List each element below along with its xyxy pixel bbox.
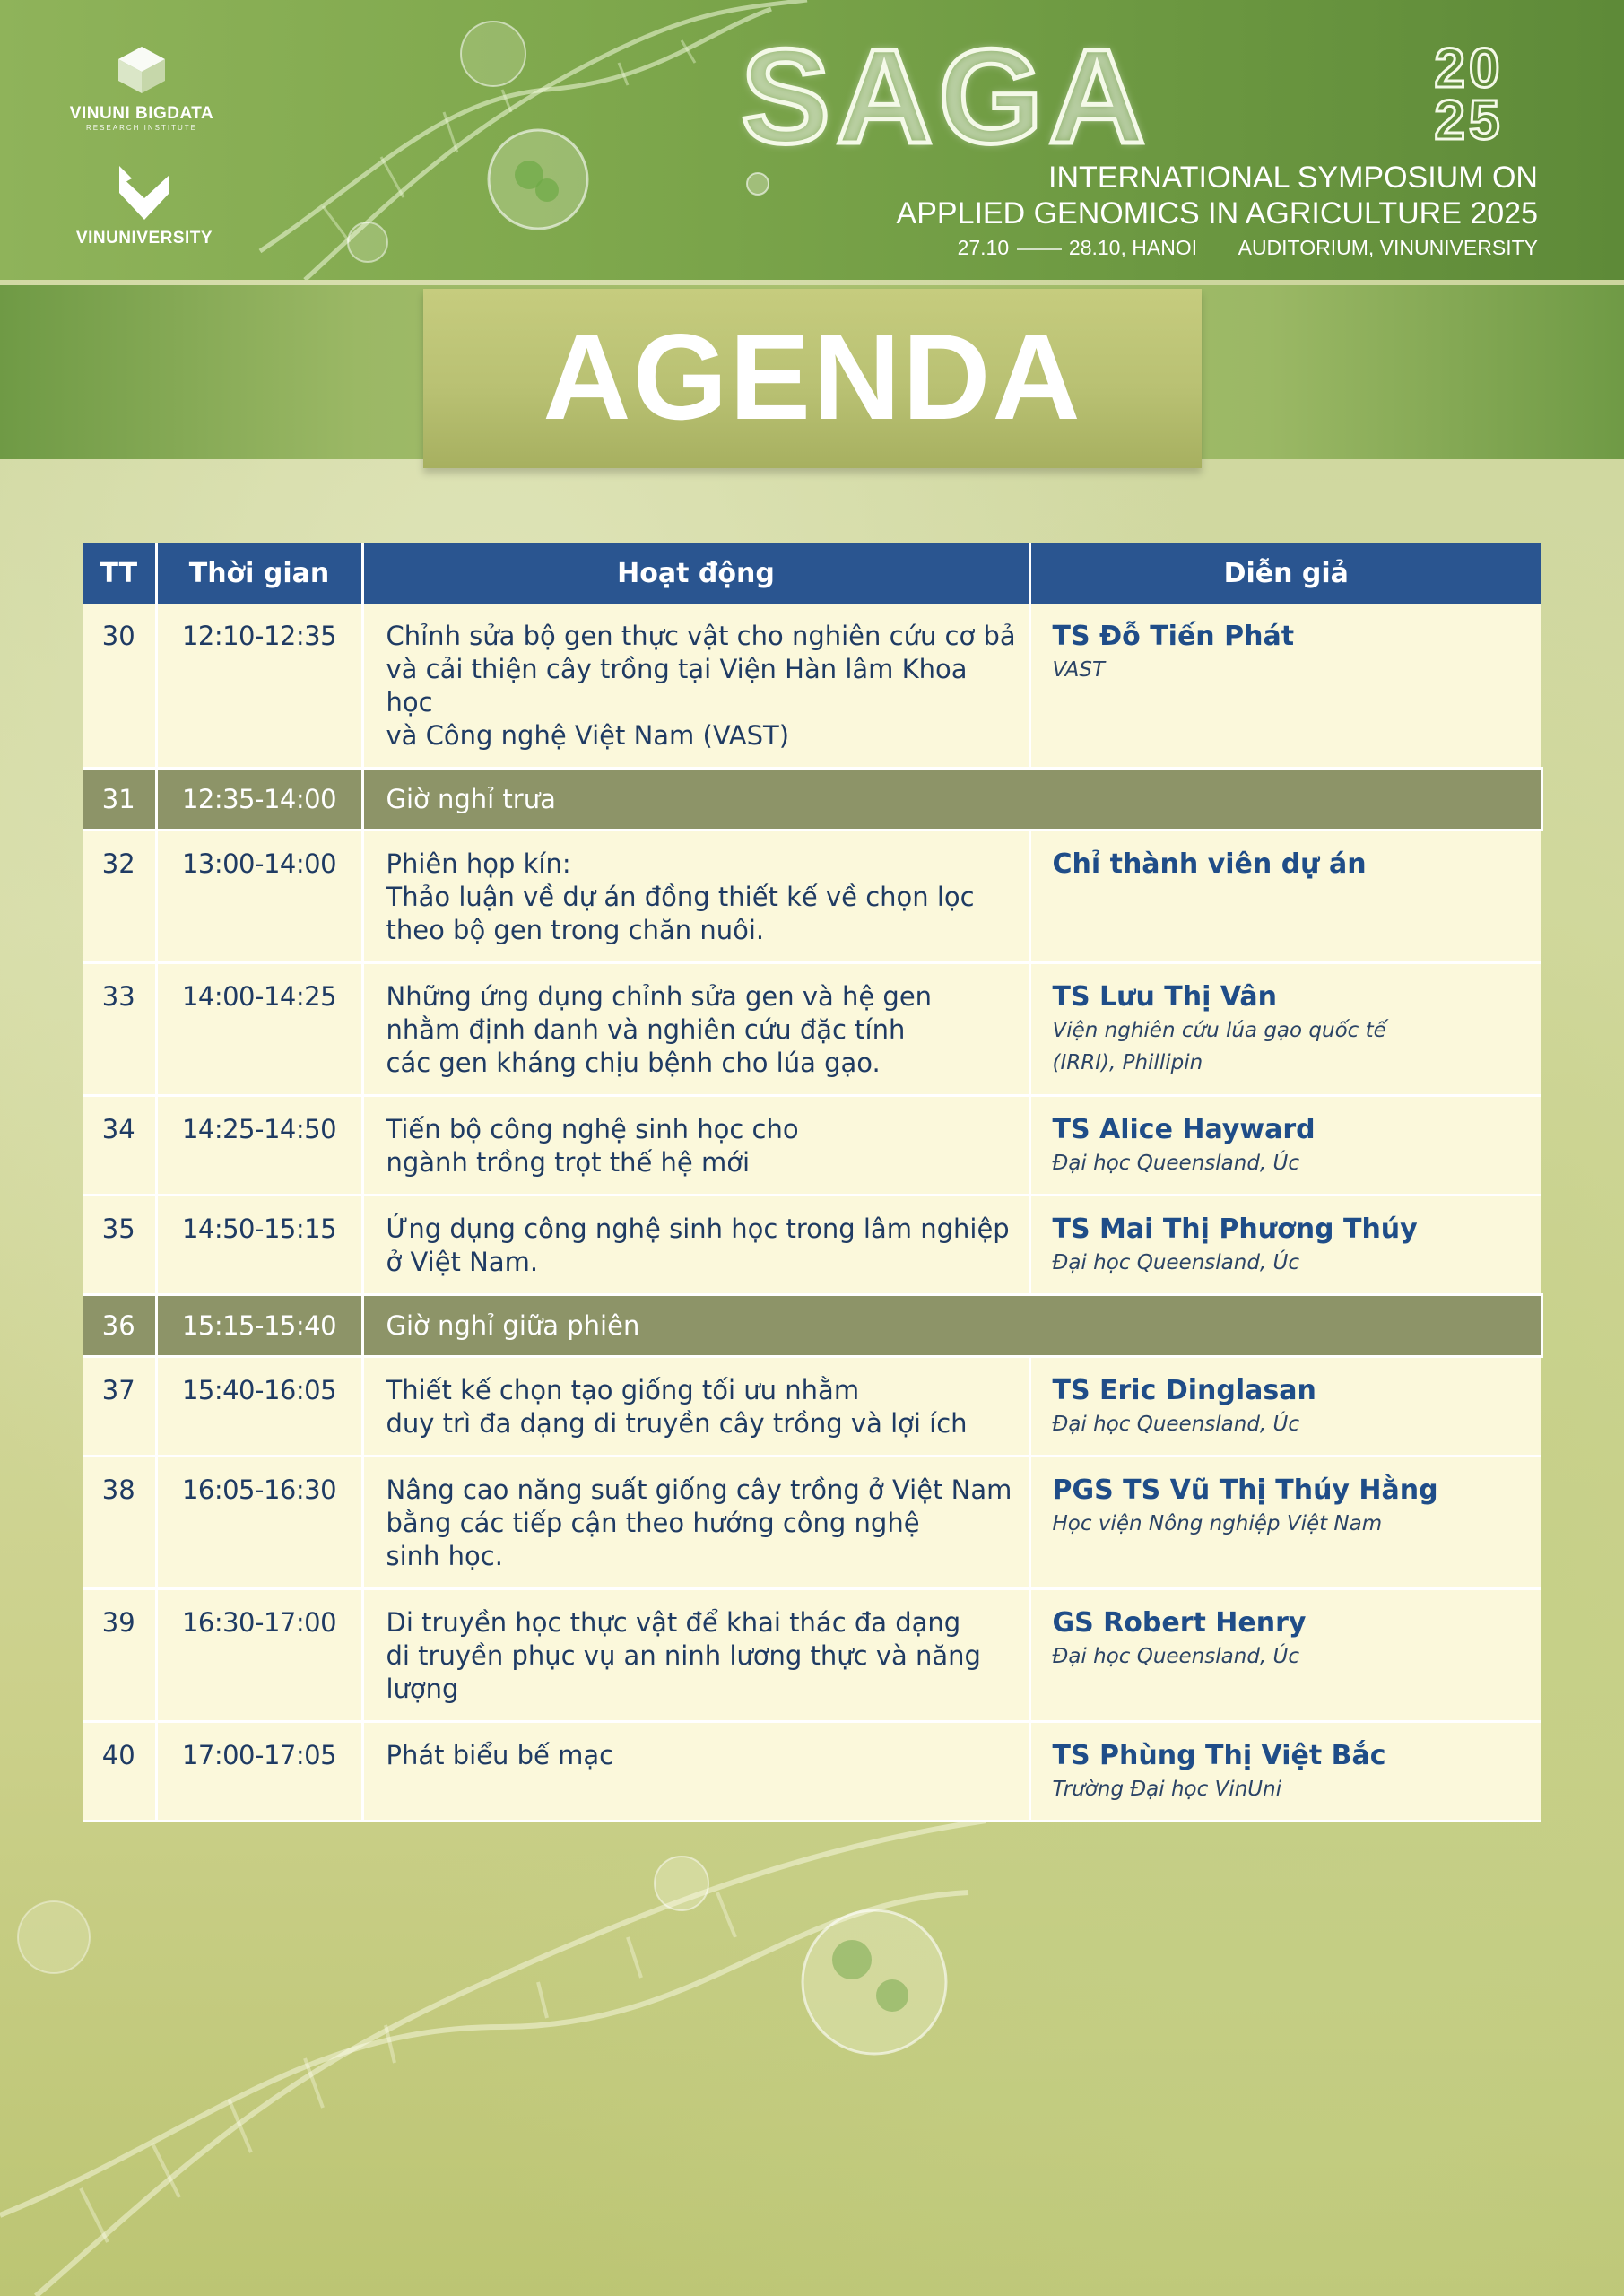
- row-activity: Nâng cao năng suất giống cây trồng ở Việt Nam bằng các tiếp cận theo hướng công nghệ sinh học.: [362, 1457, 1029, 1589]
- saga-year: [1397, 38, 1541, 152]
- speaker-name: TS Phùng Thị Việt Bắc: [1052, 1740, 1386, 1771]
- speaker-organization: Viện nghiên cứu lúa gạo quốc tế (IRRI), Phillipin: [1052, 1019, 1386, 1074]
- page-title: AGENDA: [543, 309, 1082, 445]
- row-time: 16:05-16:30: [156, 1457, 362, 1589]
- speaker-name: TS Eric Dinglasan: [1052, 1375, 1316, 1406]
- table-row-break: [83, 769, 1541, 831]
- event-title-line-2: APPLIED GENOMICS IN AGRICULTURE 2025: [896, 196, 1538, 230]
- row-number: 40: [83, 1722, 156, 1822]
- date-range-dash: [1017, 248, 1062, 250]
- row-time: 14:25-14:50: [156, 1096, 362, 1196]
- saga-year-top: 20: [1434, 38, 1504, 100]
- table-row: [83, 1457, 1541, 1589]
- row-activity: Tiến bộ công nghệ sinh học cho ngành trồng trọt thế hệ mới: [362, 1096, 1029, 1196]
- speaker-organization: Đại học Queensland, Úc: [1052, 1645, 1300, 1668]
- row-activity: Những ứng dụng chỉnh sửa gen và hệ gen nhằm định danh và nghiên cứu đặc tính các gen kháng chịu bệnh cho lúa gạo.: [362, 963, 1029, 1096]
- row-time: 14:00-14:25: [156, 963, 362, 1096]
- speaker-name: Chỉ thành viên dự án: [1052, 848, 1367, 880]
- header-activity: Hoạt động: [362, 543, 1029, 604]
- row-speaker-cell: [1029, 1096, 1541, 1196]
- table-row: [83, 1357, 1541, 1457]
- table-row: [83, 604, 1541, 769]
- header-tt: TT: [83, 543, 156, 604]
- dna-helix-decoration: [0, 1794, 986, 2296]
- speaker-organization: Học viện Nông nghiệp Việt Nam: [1052, 1512, 1383, 1535]
- cube-logo-icon: [115, 45, 169, 95]
- row-number: 36: [83, 1295, 156, 1357]
- row-number: 38: [83, 1457, 156, 1589]
- row-number: 32: [83, 831, 156, 963]
- saga-year-bottom: 25: [1434, 90, 1504, 152]
- row-time: 16:30-17:00: [156, 1589, 362, 1722]
- row-speaker-cell: [1029, 1196, 1541, 1295]
- speaker-name: TS Alice Hayward: [1052, 1114, 1316, 1145]
- row-activity: Thiết kế chọn tạo giống tối ưu nhằm duy trì đa dạng di truyền cây trồng và lợi ích: [362, 1357, 1029, 1457]
- vinuniversity-logo: [68, 166, 221, 248]
- row-activity: Chỉnh sửa bộ gen thực vật cho nghiên cứu cơ bả và cải thiện cây trồng tại Viện Hàn lâm Khoa học và Công nghệ Việt Nam (VAST): [362, 604, 1029, 769]
- table-row: [83, 1096, 1541, 1196]
- row-number: 39: [83, 1589, 156, 1722]
- row-activity: Phát biểu bế mạc: [362, 1722, 1029, 1822]
- row-time: 12:35-14:00: [156, 769, 362, 831]
- speaker-organization: Trường Đại học VinUni: [1052, 1778, 1282, 1801]
- row-activity: Phiên họp kín: Thảo luận về dự án đồng thiết kế về chọn lọc theo bộ gen trong chăn nuôi.: [362, 831, 1029, 963]
- row-speaker-cell: [1029, 1457, 1541, 1589]
- row-number: 33: [83, 963, 156, 1096]
- logo-name: VINUNIVERSITY: [75, 229, 213, 248]
- date-start: 27.10: [957, 236, 1010, 259]
- event-title: [897, 160, 1538, 231]
- logo-name: VINUNI BIGDATA: [69, 104, 214, 123]
- header-time: Thời gian: [156, 543, 362, 604]
- speaker-name: GS Robert Henry: [1052, 1607, 1307, 1639]
- agenda-table: [83, 543, 1543, 1822]
- date-end: 28.10, HANOI: [1068, 236, 1198, 259]
- table-header-row: [83, 543, 1541, 604]
- row-time: 17:00-17:05: [156, 1722, 362, 1822]
- speaker-organization: VAST: [1052, 658, 1106, 682]
- row-speaker-cell: [1029, 1722, 1541, 1822]
- row-speaker-cell: [1029, 604, 1541, 769]
- row-time: 14:50-15:15: [156, 1196, 362, 1295]
- speaker-name: TS Lưu Thị Vân: [1052, 981, 1278, 1013]
- table-row: [83, 1722, 1541, 1822]
- row-speaker-cell: [1029, 1357, 1541, 1457]
- row-speaker-cell: [1029, 1589, 1541, 1722]
- event-meta: [958, 236, 1538, 260]
- header-banner: [0, 0, 1624, 280]
- speaker-organization: Đại học Queensland, Úc: [1052, 1413, 1300, 1436]
- row-time: 15:15-15:40: [156, 1295, 362, 1357]
- table-row: [83, 1196, 1541, 1295]
- table-row-break: [83, 1295, 1541, 1357]
- row-activity: Giờ nghỉ giữa phiên: [362, 1295, 1541, 1357]
- table-row: [83, 1589, 1541, 1722]
- row-number: 35: [83, 1196, 156, 1295]
- row-activity: Giờ nghỉ trưa: [362, 769, 1541, 831]
- saga-logotype: SAGA: [741, 21, 1151, 171]
- row-speaker-cell: [1029, 963, 1541, 1096]
- venue: AUDITORIUM, VINUNIVERSITY: [1238, 236, 1538, 259]
- logo-subtitle: RESEARCH INSTITUTE: [85, 124, 197, 132]
- row-time: 13:00-14:00: [156, 831, 362, 963]
- row-time: 12:10-12:35: [156, 604, 362, 769]
- row-activity: Ứng dụng công nghệ sinh học trong lâm nghiệp ở Việt Nam.: [362, 1196, 1029, 1295]
- row-number: 34: [83, 1096, 156, 1196]
- event-title-line-1: INTERNATIONAL SYMPOSIUM ON: [1048, 161, 1538, 195]
- row-number: 31: [83, 769, 156, 831]
- row-speaker-cell: [1029, 831, 1541, 963]
- header-speaker: Diễn giả: [1029, 543, 1541, 604]
- speaker-name: TS Đỗ Tiến Phát: [1052, 621, 1295, 652]
- table-row: [83, 963, 1541, 1096]
- row-activity: Di truyền học thực vật để khai thác đa dạng di truyền phục vụ an ninh lương thực và năng lượng: [362, 1589, 1029, 1722]
- table-row: [83, 831, 1541, 963]
- speaker-name: PGS TS Vũ Thị Thúy Hằng: [1052, 1474, 1438, 1506]
- speaker-name: TS Mai Thị Phương Thúy: [1052, 1213, 1418, 1245]
- speaker-organization: Đại học Queensland, Úc: [1052, 1251, 1300, 1274]
- v-shield-logo-icon: [116, 166, 173, 222]
- vinuni-bigdata-logo: [61, 45, 222, 132]
- row-time: 15:40-16:05: [156, 1357, 362, 1457]
- speaker-organization: Đại học Queensland, Úc: [1052, 1152, 1300, 1175]
- row-number: 37: [83, 1357, 156, 1457]
- row-number: 30: [83, 604, 156, 769]
